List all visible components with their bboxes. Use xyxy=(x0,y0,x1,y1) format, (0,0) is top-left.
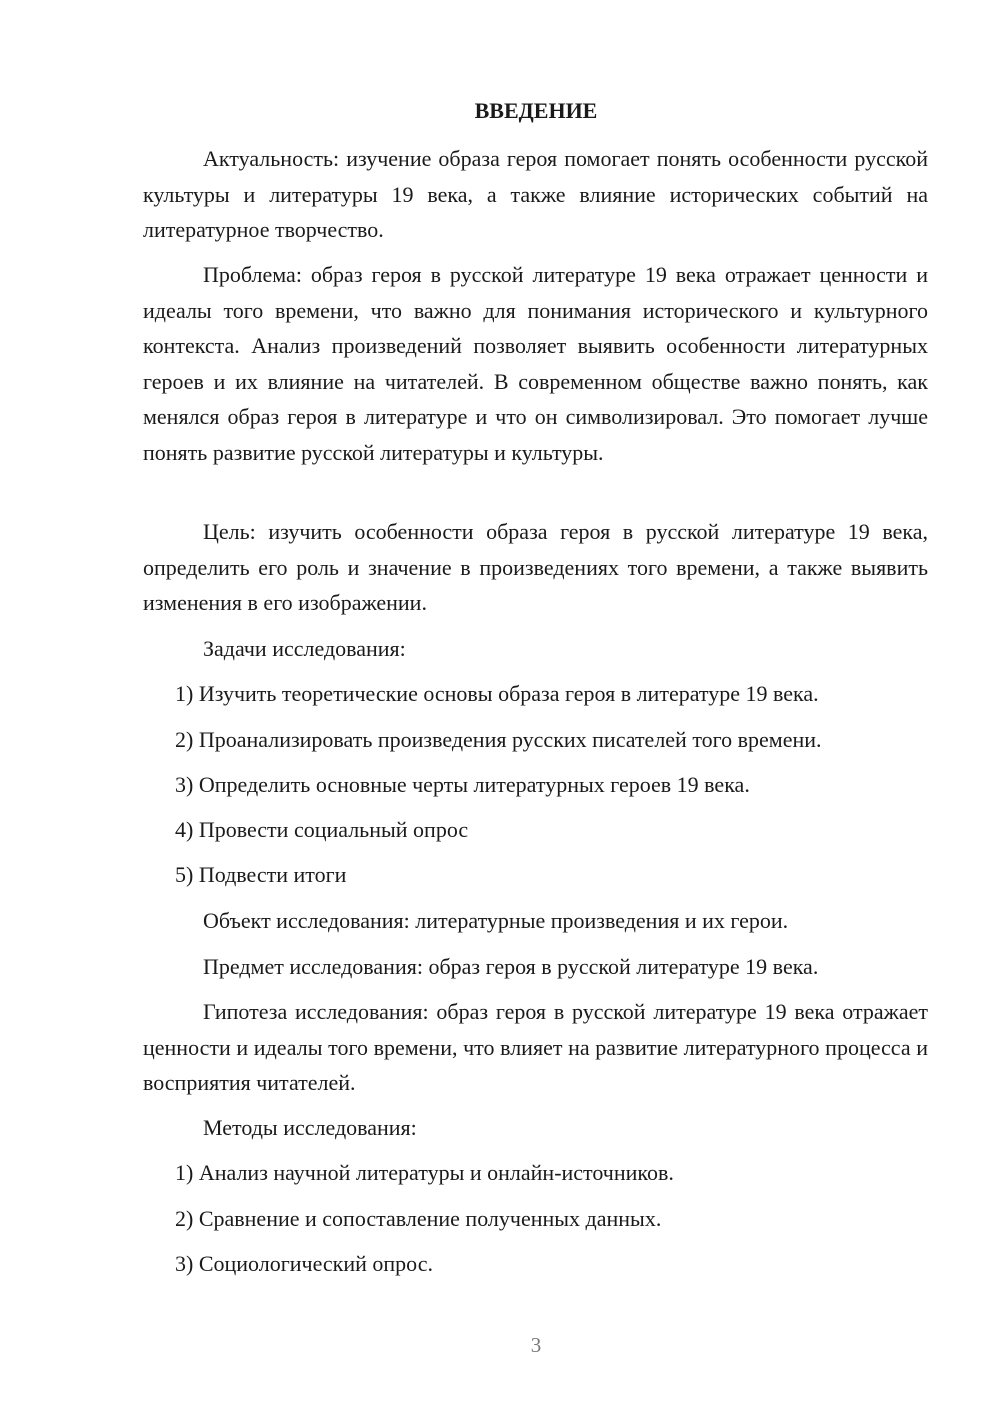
task-item: 4) Провести социальный опрос xyxy=(175,817,469,842)
methods-heading: Методы исследования: xyxy=(203,1115,417,1140)
paragraph-goal: Цель: изучить особенности образа героя в русской литературе 19 века, определить его роль и значение в произведениях того времени, а также выявить изменения в его изображении. xyxy=(143,519,928,615)
task-item: 1) Изучить теоретические основы образа героя в литературе 19 века. xyxy=(175,681,819,706)
task-item: 3) Определить основные черты литературных героев 19 века. xyxy=(175,772,750,797)
paragraph-relevance: Актуальность: изучение образа героя помогает понять особенности русской культуры и литературы 19 века, а также влияние исторических событий на литературное творчество. xyxy=(143,146,928,242)
method-item: 1) Анализ научной литературы и онлайн-источников. xyxy=(175,1160,674,1185)
method-item: 2) Сравнение и сопоставление полученных данных. xyxy=(175,1206,662,1231)
task-item: 2) Проанализировать произведения русских писателей того времени. xyxy=(175,727,822,752)
method-item: 3) Социологический опрос. xyxy=(175,1251,433,1276)
paragraph-hypothesis: Гипотеза исследования: образ героя в русской литературе 19 века отражает ценности и идеалы того времени, что влияет на развитие литературного процесса и восприятия читателей. xyxy=(143,999,928,1095)
paragraph-problem: Проблема: образ героя в русской литературе 19 века отражает ценности и идеалы того времени, что важно для понимания исторического и культурного контекста. Анализ произведений позволяет выявить особенности литературных героев и их влияние на читателей. В современном обществе важно понять, как менялся образ героя в литературе и что он символизировал. Это помогает лучше понять развитие русской литературы и культуры. xyxy=(143,262,928,465)
research-subject: Предмет исследования: образ героя в русской литературе 19 века. xyxy=(203,954,819,979)
page-number: 3 xyxy=(530,1333,542,1357)
document-title: ВВЕДЕНИЕ xyxy=(474,98,598,123)
tasks-heading: Задачи исследования: xyxy=(203,636,406,661)
task-item: 5) Подвести итоги xyxy=(175,862,347,887)
research-object: Объект исследования: литературные произведения и их герои. xyxy=(203,908,789,933)
